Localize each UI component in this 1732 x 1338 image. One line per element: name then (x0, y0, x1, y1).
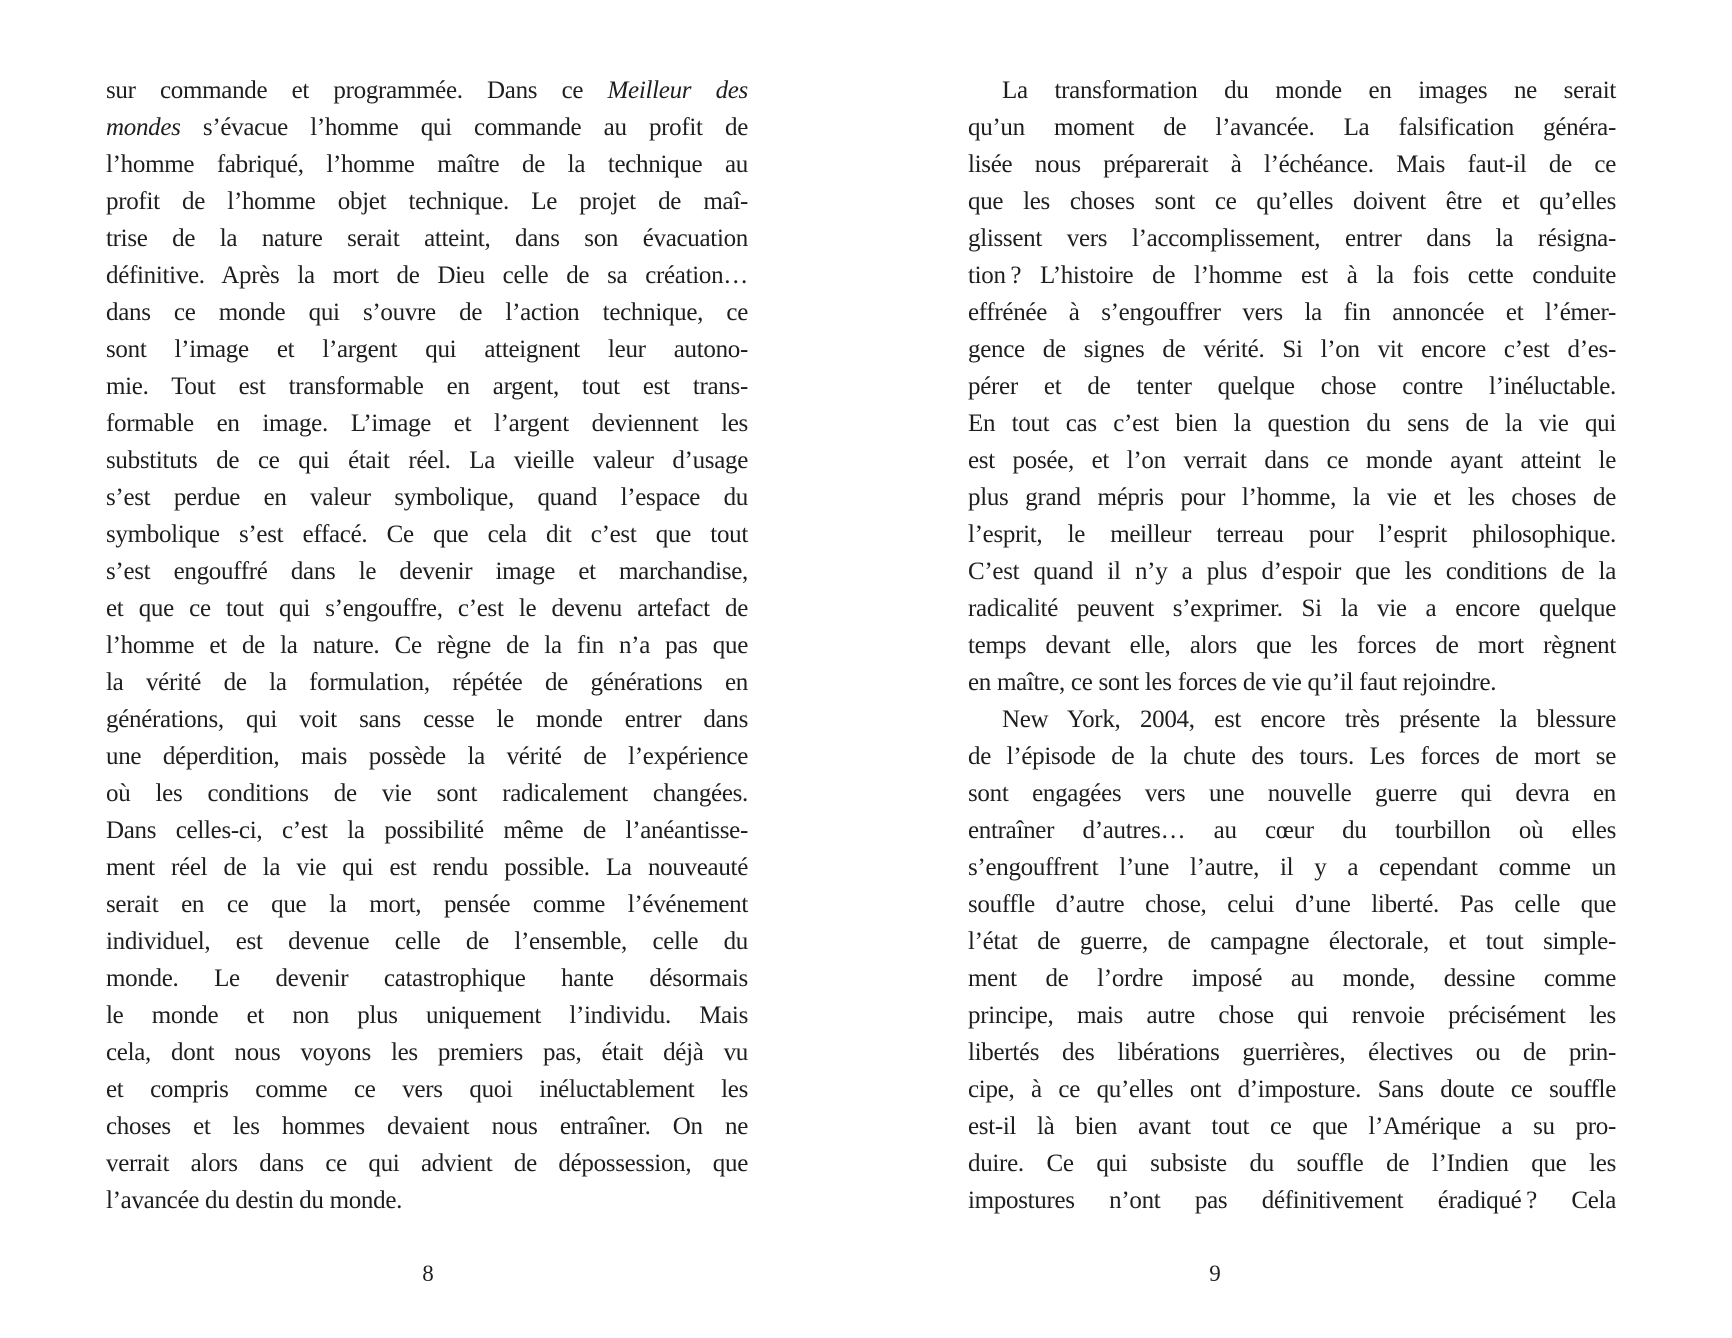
text-line (106, 1108, 748, 1145)
italic-text: mondes (106, 114, 181, 141)
text-segment: s’évacue l’homme qui commande au profit de (180, 114, 748, 141)
text-line (968, 886, 1616, 923)
text-segment: dans ce monde qui s’ouvre de l’action technique, ce (106, 299, 748, 326)
text-segment: l’avancée du destin du monde. (106, 1187, 403, 1214)
text-segment: gence de signes de vérité. Si l’on vit encore c’est d’es- (968, 336, 1616, 363)
text-segment: plus grand mépris pour l’homme, la vie et les choses de (968, 484, 1616, 511)
text-segment: profit de l’homme objet technique. Le projet de maî- (106, 188, 748, 215)
text-segment: que les choses sont ce qu’elles doivent être et qu’elles (968, 188, 1616, 215)
text-segment: La transformation du monde en images ne serait (1002, 77, 1616, 104)
text-line (968, 516, 1616, 553)
text-line (106, 294, 748, 331)
text-line (968, 257, 1616, 294)
text-segment: définitive. Après la mort de Dieu celle de sa création… (106, 262, 748, 289)
text-line (968, 72, 1616, 109)
text-segment: cela, dont nous voyons les premiers pas, était déjà vu (106, 1039, 748, 1066)
text-segment: ment réel de la vie qui est rendu possible. La nouveauté (106, 854, 748, 881)
text-line (106, 183, 748, 220)
text-line (968, 960, 1616, 997)
text-line (106, 664, 748, 701)
text-segment: s’est perdue en valeur symbolique, quand l’espace du (106, 484, 748, 511)
text-segment: de l’épisode de la chute des tours. Les forces de mort se (968, 743, 1616, 770)
text-line (106, 257, 748, 294)
text-line (106, 590, 748, 627)
text-line (968, 109, 1616, 146)
text-line (106, 220, 748, 257)
text-segment: où les conditions de vie sont radicalement changées. (106, 780, 748, 807)
page-number-left: 8 (422, 1261, 434, 1286)
text-line (968, 220, 1616, 257)
text-segment: libertés des libérations guerrières, électives ou de prin- (968, 1039, 1616, 1066)
text-line (968, 775, 1616, 812)
text-segment: individuel, est devenue celle de l’ensemble, celle du (106, 928, 748, 955)
text-line (106, 442, 748, 479)
text-line (968, 368, 1616, 405)
text-segment: formable en image. L’image et l’argent deviennent les (106, 410, 748, 437)
text-segment: lisée nous préparerait à l’échéance. Mais faut-il de ce (968, 151, 1616, 178)
text-line (106, 775, 748, 812)
text-line (968, 1034, 1616, 1071)
text-line (968, 590, 1616, 627)
text-segment: qu’un moment de l’avancée. La falsification généra- (968, 114, 1616, 141)
text-line (106, 109, 748, 146)
italic-text: Meilleur des (607, 77, 748, 104)
text-segment: et compris comme ce vers quoi inéluctablement les (106, 1076, 748, 1103)
text-segment: trise de la nature serait atteint, dans son évacuation (106, 225, 748, 252)
text-line (968, 1108, 1616, 1145)
text-line (968, 479, 1616, 516)
text-line (106, 627, 748, 664)
text-line (106, 368, 748, 405)
text-segment: verrait alors dans ce qui advient de dépossession, que (106, 1150, 748, 1177)
text-segment: l’homme fabriqué, l’homme maître de la technique au (106, 151, 748, 178)
text-line (968, 1071, 1616, 1108)
text-segment: générations, qui voit sans cesse le monde entrer dans (106, 706, 748, 733)
text-line (106, 1182, 748, 1219)
text-line (106, 72, 748, 109)
text-line (106, 960, 748, 997)
text-line (106, 886, 748, 923)
text-line (968, 812, 1616, 849)
text-segment: monde. Le devenir catastrophique hante désormais (106, 965, 748, 992)
text-line (968, 553, 1616, 590)
text-line (106, 1145, 748, 1182)
text-segment: En tout cas c’est bien la question du sens de la vie qui (968, 410, 1616, 437)
text-segment: choses et les hommes devaient nous entraîner. On ne (106, 1113, 748, 1140)
text-segment: C’est quand il n’y a plus d’espoir que les conditions de la (968, 558, 1616, 585)
text-line (968, 923, 1616, 960)
text-line (968, 294, 1616, 331)
text-segment: serait en ce que la mort, pensée comme l’événement (106, 891, 748, 918)
text-segment: sont l’image et l’argent qui atteignent leur autono- (106, 336, 748, 363)
text-segment: l’état de guerre, de campagne électorale, et tout simple- (968, 928, 1616, 955)
text-line (106, 701, 748, 738)
text-segment: est posée, et l’on verrait dans ce monde ayant atteint le (968, 447, 1616, 474)
text-segment: sur commande et programmée. Dans ce (106, 77, 608, 104)
text-line (106, 331, 748, 368)
text-segment: pérer et de tenter quelque chose contre l’inéluctable. (968, 373, 1616, 400)
text-line (106, 812, 748, 849)
text-segment: et que ce tout qui s’engouffre, c’est le devenu artefact de (106, 595, 748, 622)
text-segment: mie. Tout est transformable en argent, tout est trans- (106, 373, 748, 400)
text-line (968, 183, 1616, 220)
text-segment: la vérité de la formulation, répétée de générations en (106, 669, 748, 696)
text-line (968, 997, 1616, 1034)
text-line (106, 923, 748, 960)
text-line (106, 479, 748, 516)
text-segment: effrénée à s’engouffrer vers la fin annoncée et l’émer- (968, 299, 1616, 326)
text-segment: souffle d’autre chose, celui d’une liberté. Pas celle que (968, 891, 1616, 918)
text-line (968, 701, 1616, 738)
text-line (968, 405, 1616, 442)
text-segment: l’esprit, le meilleur terreau pour l’esprit philosophique. (968, 521, 1616, 548)
text-segment: sont engagées vers une nouvelle guerre qui devra en (968, 780, 1616, 807)
page-left-text-column (106, 72, 748, 1219)
text-segment: glissent vers l’accomplissement, entrer dans la résigna- (968, 225, 1616, 252)
text-line (106, 553, 748, 590)
text-line (106, 516, 748, 553)
text-line (106, 997, 748, 1034)
text-segment: substituts de ce qui était réel. La vieille valeur d’usage (106, 447, 748, 474)
text-line (968, 849, 1616, 886)
text-segment: en maître, ce sont les forces de vie qu’il faut rejoindre. (968, 669, 1497, 696)
text-segment: une déperdition, mais possède la vérité de l’expérience (106, 743, 748, 770)
text-line (106, 1071, 748, 1108)
text-segment: cipe, à ce qu’elles ont d’imposture. Sans doute ce souffle (968, 1076, 1616, 1103)
text-segment: impostures n’ont pas définitivement éradiqué ? Cela (968, 1187, 1616, 1214)
text-line (106, 1034, 748, 1071)
text-segment: entraîner d’autres… au cœur du tourbillon où elles (968, 817, 1616, 844)
text-segment: duire. Ce qui subsiste du souffle de l’Indien que les (968, 1150, 1616, 1177)
text-line (106, 849, 748, 886)
text-line (968, 1145, 1616, 1182)
text-line (968, 146, 1616, 183)
text-segment: Dans celles-ci, c’est la possibilité même de l’anéantisse- (106, 817, 748, 844)
text-segment: principe, mais autre chose qui renvoie précisément les (968, 1002, 1616, 1029)
text-line (106, 405, 748, 442)
text-line (968, 331, 1616, 368)
text-line (106, 146, 748, 183)
text-segment: symbolique s’est effacé. Ce que cela dit c’est que tout (106, 521, 748, 548)
text-segment: s’est engouffré dans le devenir image et marchandise, (106, 558, 748, 585)
text-segment: est-il là bien avant tout ce que l’Amérique a su pro- (968, 1113, 1616, 1140)
text-segment: l’homme et de la nature. Ce règne de la fin n’a pas que (106, 632, 748, 659)
text-segment: tion ? L’histoire de l’homme est à la fois cette conduite (968, 262, 1616, 289)
page-number-right: 9 (1209, 1261, 1221, 1286)
page-right-text-column (968, 72, 1616, 1219)
text-line (968, 442, 1616, 479)
text-segment: s’engouffrent l’une l’autre, il y a cependant comme un (968, 854, 1616, 881)
text-segment: temps devant elle, alors que les forces de mort règnent (968, 632, 1616, 659)
text-segment: radicalité peuvent s’exprimer. Si la vie a encore quelque (968, 595, 1616, 622)
text-line (968, 738, 1616, 775)
text-line (968, 664, 1616, 701)
text-line (968, 1182, 1616, 1219)
text-line (968, 627, 1616, 664)
text-segment: ment de l’ordre imposé au monde, dessine comme (968, 965, 1616, 992)
text-segment: le monde et non plus uniquement l’individu. Mais (106, 1002, 748, 1029)
text-segment: New York, 2004, est encore très présente la blessure (1002, 706, 1616, 733)
text-line (106, 738, 748, 775)
